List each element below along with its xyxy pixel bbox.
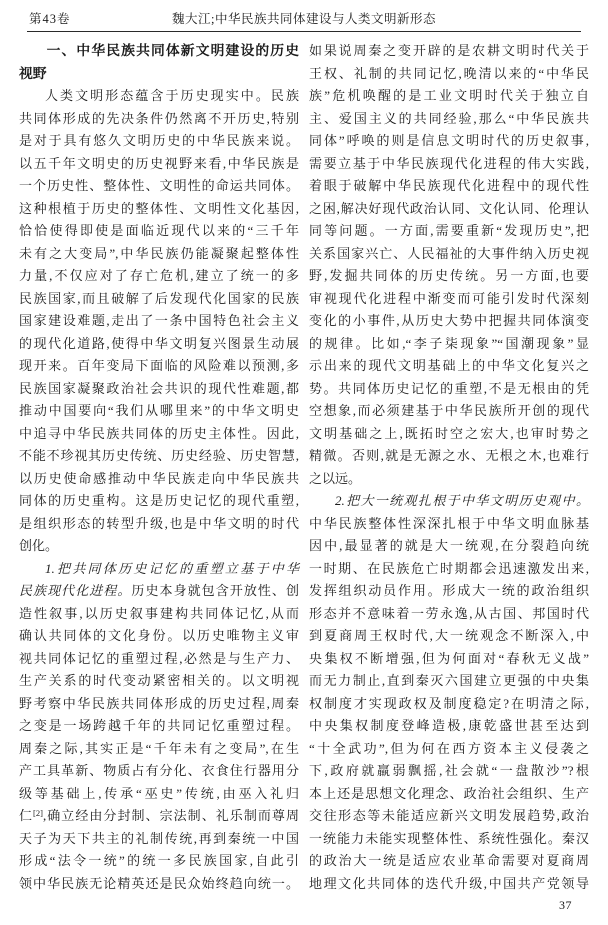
text-line: 精微。否则,就是无源之水、无根之木,也难行 (309, 448, 589, 463)
text-line: 下,政府就羸弱飘摇,社会就“一盘散沙”?根 (309, 763, 589, 778)
text-line: 文明基础之上,既拓时空之宏大,也审时势之 (309, 425, 589, 441)
text-line: 之困,解决好现代政治认同、文化认同、伦理认 (309, 200, 589, 216)
paragraph (309, 490, 589, 895)
text-line: 需要立基于中华民族现代化进程的伟大实践, (309, 155, 589, 171)
text-line: 交往形态等未能适应新兴文明发展趋势,政治 (309, 808, 589, 823)
text-line: 视共同体记忆的重塑过程,必然是与生产力、 (19, 650, 299, 666)
text-line: 的政治大一统是适应农业革命需要对夏商周 (309, 853, 589, 868)
text-line: 的现代化道路,使得中华文明复兴图景生动展 (19, 335, 299, 351)
text-line: 一个历史性、整体性、文明性的命运共同体。 (19, 178, 299, 193)
text-line: 到夏商周王权时代,大一统观念不断深入,中 (309, 628, 589, 643)
text-line: 这种根植于历史的整体性、文明性文化基因, (19, 200, 299, 216)
text-line: 是对于具有悠久文明历史的中华民族来说。 (19, 133, 299, 148)
text-line: 国家建设难题,走出了一条中国特色社会主义 (19, 313, 299, 328)
text-line: 是组织形态的转型升级,也是中华文明的时代 (19, 515, 299, 531)
text-line: 权制度才实现政权及制度稳定?在明清之际, (309, 695, 589, 711)
page-header (27, 7, 581, 29)
text-line: 确认共同体的文化身份。以历史唯物主义审 (19, 628, 299, 643)
text-line: 一、中华民族共同体新文明建设的历史 (46, 43, 299, 58)
text-line: 审视现代化进程中渐变而可能引发时代深刻 (309, 290, 589, 306)
text-line: 王权、礼制的共同记忆,晚清以来的“中华民 (309, 65, 589, 81)
text-line: 如果说周秦之变开辟的是农耕文明时代关于 (309, 43, 589, 58)
paragraph (19, 85, 299, 558)
text-line: 着眼于破解中华民族现代化进程中的现代性 (309, 178, 589, 193)
text-line: 示出来的现代文明基础上的中华文化复兴之 (309, 358, 589, 373)
text-line: 领中华民族无论精英还是民众始终趋向统一。 (19, 875, 299, 891)
text-line: 的规律。比如,“李子柒现象”“国潮现象”显 (309, 335, 589, 351)
text-line: 本上还是思想文化理念、政治社会组织、生产 (309, 785, 589, 801)
text-line: 野,发掘共同体的历史传统。另一方面,也要 (309, 268, 589, 283)
text-line: 恰恰使得即使是面临近现代以来的“三千年 (19, 223, 299, 238)
text-line: 中央集权制度登峰造极,康乾盛世甚至达到 (309, 718, 589, 733)
section-heading (19, 40, 299, 85)
text-line: 关系国家兴亡、人民福祉的大事件纳入历史视 (309, 245, 589, 261)
text-line: 族”危机唤醒的是工业文明时代关于独立自 (309, 88, 589, 103)
text-line: 造性叙事,以历史叙事建构共同体记忆,从而 (19, 605, 299, 621)
text-line: 发挥组织动员作用。形成大一统的政治组织 (309, 583, 589, 598)
text-line: 生产关系的时代变动紧密相关的。以文明视 (19, 673, 299, 688)
text-line: 仁[2],确立经由分封制、宗法制、礼乐制而尊周 (19, 807, 299, 823)
running-title: 魏大江;中华民族共同体建设与人类文明新形态 (172, 12, 436, 26)
text-line: 视野 (19, 65, 47, 81)
text-line: 未有之大变局”,中华民族仍能凝聚起整体性 (19, 245, 299, 261)
text-line: 民族国家凝聚政治社会共识的现代性难题,都 (19, 380, 299, 396)
text-line: 1.把共同体历史记忆的重塑立基于中华 (45, 560, 299, 576)
text-line: 2.把大一统观扎根于中华文明历史观中。 (335, 493, 589, 508)
text-line: 级等基础上,传承“巫史”传统,由巫入礼归 (19, 785, 299, 801)
text-line: 空想象,而必须建基于中华民族所开创的现代 (309, 403, 589, 418)
text-line: 形态并不意味着一劳永逸,从古国、邦国时代 (309, 605, 589, 621)
text-line: 现开来。百年变局下面临的风险难以预测,多 (19, 358, 299, 373)
text-line: 中华民族整体性深深扎根于中华文明血脉基 (309, 515, 589, 531)
text-line: 地理文化共同体的迭代升级,中国共产党领导 (309, 875, 589, 891)
text-line: 之以远。 (309, 470, 362, 486)
text-line: 同等问题。一方面,需要重新“发现历史”,把 (309, 223, 589, 238)
volume-label: 第43卷 (29, 12, 71, 26)
text-line: 中追寻中华民族共同体的历史主体性。因此, (19, 425, 299, 441)
text-line: 人类文明形态蕴含于历史现实中。民族 (45, 88, 299, 103)
text-line: 之变是一场跨越千年的共同记忆重塑过程。 (19, 718, 299, 733)
text-line: 周秦之际,其实正是“千年未有之变局”,在生 (19, 740, 299, 756)
text-line: 创化。 (19, 538, 59, 553)
text-line: 野考察中华民族共同体形成的历史过程,周秦 (19, 695, 299, 711)
page-number: 37 (559, 898, 572, 912)
text-line: 以五千年文明史的历史视野来看,中华民族是 (19, 155, 299, 171)
paragraph (19, 558, 299, 896)
text-line: 央集权不断增强,但为何面对“春秋无义战” (309, 650, 589, 666)
text-line: 形成“法令一统”的统一多民族国家,自此引 (19, 853, 299, 868)
text-line: 推动中国要向“我们从哪里来”的中华文明史 (19, 403, 299, 418)
text-line: 力量,不仅应对了存亡危机,建立了统一的多 (19, 268, 299, 283)
left-column (19, 40, 299, 895)
text-line: 同体”呼唤的则是信息文明时代的历史叙事, (309, 133, 589, 148)
text-line: 天子为天下共主的礼制传统,再到秦统一中国 (19, 830, 299, 846)
text-line: 不能不珍视其历史传统、历史经验、历史智慧, (19, 448, 299, 463)
text-line: 一统能力未能实现整体性、系统性强化。秦汉 (309, 830, 589, 846)
text-line: 民族国家,而且破解了后发现代化国家的民族 (19, 290, 299, 306)
text-line: 同体的历史重构。这是历史记忆的现代重塑, (19, 493, 299, 508)
paragraph (309, 40, 589, 490)
text-line: “十全武功”,但为何在西方资本主义侵袭之 (309, 740, 589, 756)
text-line: 一时期、在民族危亡时期都会迅速激发出来, (309, 560, 589, 576)
text-line: 民族现代化进程。历史本身就包含开放性、创 (19, 583, 299, 598)
article-body (19, 40, 589, 895)
text-line: 以历史使命感推动中华民族走向中华民族共 (19, 470, 299, 486)
right-column (309, 40, 589, 895)
text-line: 主、爱国主义的共同经验,那么“中华民族共 (309, 110, 589, 126)
text-line: 变化的小事件,从历史大势中把握共同体演变 (309, 313, 589, 328)
text-line: 因中,最显著的就是大一统观,在分裂趋向统 (309, 538, 589, 553)
text-line: 势。共同体历史记忆的重塑,不是无根由的凭 (309, 380, 589, 396)
text-line: 而无力制止,直到秦灭六国建立更强的中央集 (309, 673, 589, 688)
text-line: 共同体形成的先决条件仍然离不开历史,特别 (19, 110, 299, 126)
text-line: 产工具革新、物质占有分化、衣食住行器用分 (19, 763, 299, 778)
header-rule (27, 31, 581, 32)
